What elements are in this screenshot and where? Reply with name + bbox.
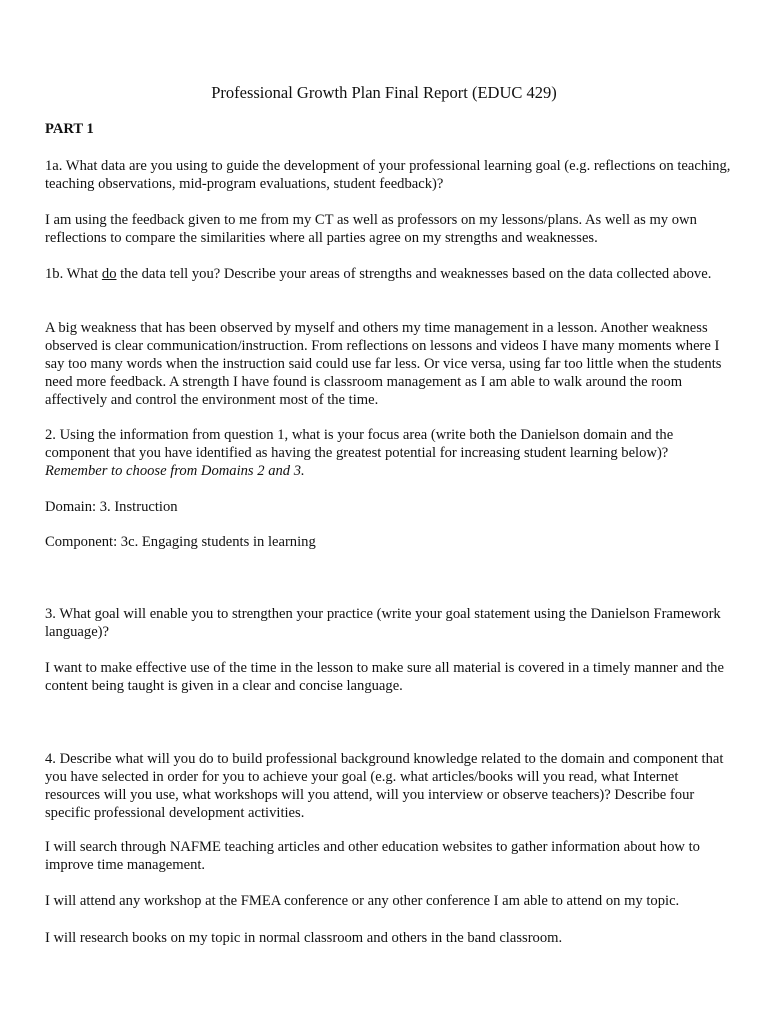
answer-4-item: I will attend any workshop at the FMEA conference or any other conference I am able to attend on my topic. [45, 893, 680, 909]
question-2: 2. Using the information from question 1, what is your focus area (write both the Danielson domain and the component that you have identified as having the greatest potential for increasing student learning below)? [45, 427, 674, 461]
answer-4-item: I will research books on my topic in normal classroom and others in the band classroom. [45, 930, 563, 946]
part-heading: PART 1 [45, 121, 94, 137]
document-title: Professional Growth Plan Final Report (EDUC 429) [211, 83, 557, 102]
question-3: 3. What goal will enable you to strengthen your practice (write your goal statement using the Danielson Framework language)? [45, 606, 721, 640]
question-2-reminder: Remember to choose from Domains 2 and 3. [45, 463, 305, 479]
component-answer: Component: 3c. Engaging students in learning [45, 534, 316, 550]
question-1a: 1a. What data are you using to guide the development of your professional learning goal (e.g. reflections on teaching, teaching observations, mid-program evaluations, student feedback)? [45, 158, 731, 192]
domain-answer: Domain: 3. Instruction [45, 499, 178, 515]
question-1b-prefix: 1b. What [45, 266, 102, 282]
answer-1b: A big weakness that has been observed by myself and others my time management in a lesson. Another weakness observed is clear communication/instruction. From reflections on lessons and videos I have many moments where I say too many words when the instruction said could use far less. Or vice versa, using far too little when the students need more feedback. A strength I have found is classroom management as I am able to walk around the room affectively and control the environment most of the time. [45, 320, 722, 408]
answer-4-item: I will search through NAFME teaching articles and other education websites to gather information about how to improve time management. [45, 839, 700, 873]
question-1b [45, 265, 735, 283]
question-1b-underlined: do [101, 266, 117, 282]
answer-1a: I am using the feedback given to me from my CT as well as professors on my lessons/plans. As well as my own reflections to compare the similarities where all parties agree on my strengths and weaknesses. [45, 212, 697, 246]
answer-3: I want to make effective use of the time in the lesson to make sure all material is covered in a timely manner and the content being taught is given in a clear and concise language. [45, 660, 724, 694]
question-1b-suffix: the data tell you? Describe your areas of strengths and weaknesses based on the data collected above. [116, 266, 712, 282]
question-4: 4. Describe what will you do to build professional background knowledge related to the domain and component that you have selected in order for you to achieve your goal (e.g. what articles/books will you read, what Internet resources will you use, what workshops will you attend, will you interview or observe teachers)? Describe four specific professional development activities. [45, 751, 724, 821]
